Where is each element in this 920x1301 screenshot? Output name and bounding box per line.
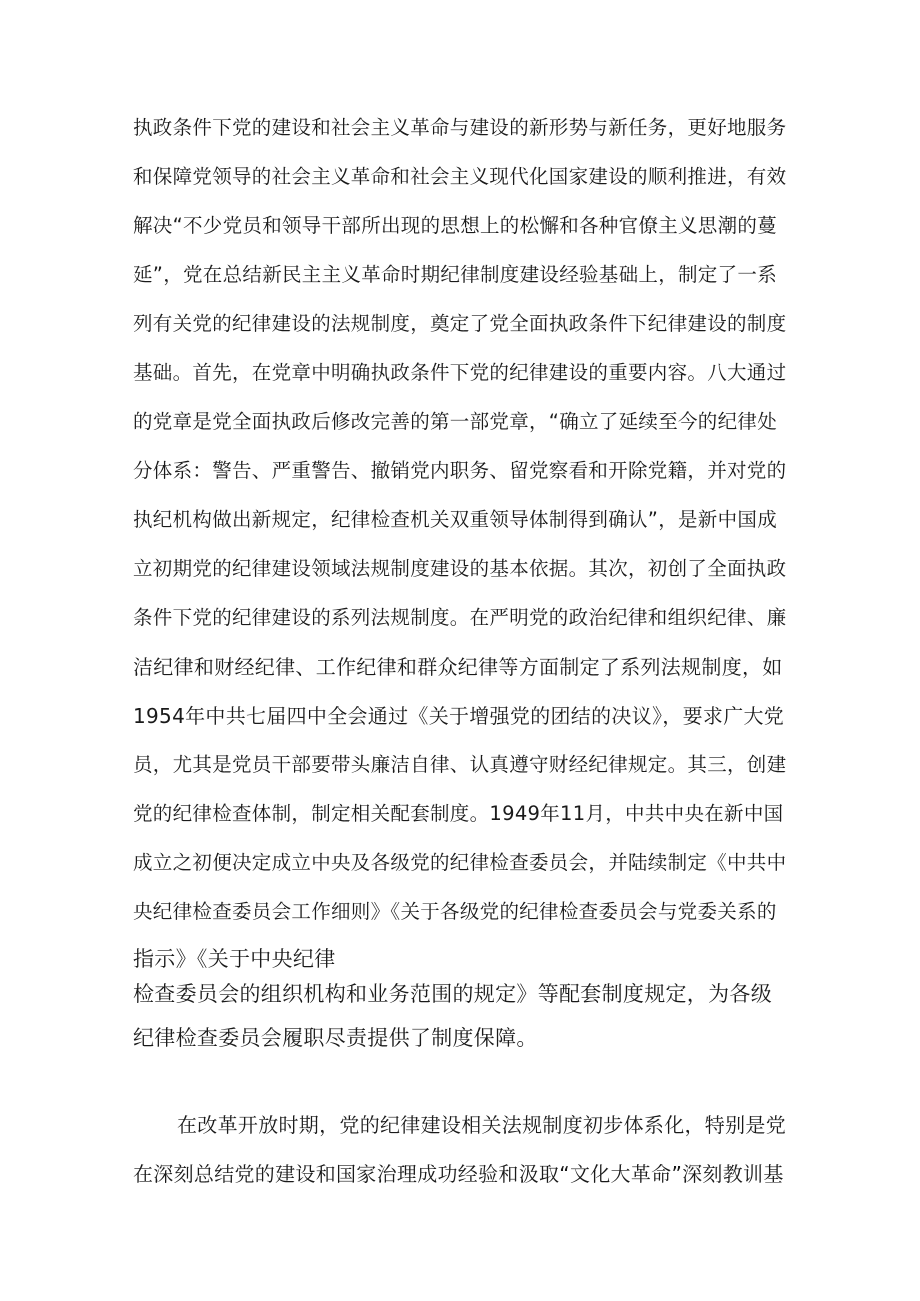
paragraph-1-line-14: 员，尤其是党员干部要带头廉洁自律、认真遵守财经纪律规定。其三，创建 [133, 753, 787, 776]
paragraph-2-line-1: 在改革开放时期，党的纪律建设相关法规制度初步体系化，特别是党 [177, 1113, 786, 1137]
paragraph-1-line-16: 成立之初便决定成立中央及各级党的纪律检查委员会，并陆续制定《中共中 [133, 851, 787, 874]
paragraph-1-line-8: 分体系：警告、严重警告、撤销党内职务、留党察看和开除党籍，并对党的 [133, 459, 787, 482]
paragraph-1-line-17: 央纪律检查委员会工作细则》《关于各级党的纪律检查委员会与党委关系的 [133, 900, 777, 923]
paragraph-1-line-10: 立初期党的纪律建设领域法规制度建设的基本依据。其次，初创了全面执政 [133, 557, 787, 580]
paragraph-1-line-15: 党的纪律检查体制，制定相关配套制度。1949年11月，中共中央在新中国 [133, 802, 784, 825]
paragraph-1-line-4: 延”，党在总结新民主主义革命时期纪律制度建设经验基础上，制定了一系 [133, 263, 778, 286]
paragraph-1-line-19: 检查委员会的组织机构和业务范围的规定》等配套制度规定，为各级 [133, 982, 772, 1006]
paragraph-1-line-11: 条件下党的纪律建设的系列法规制度。在严明党的政治纪律和组织纪律、廉 [133, 606, 787, 629]
paragraph-2-line-2: 在深刻总结党的建设和国家治理成功经验和汲取“文化大革命”深刻教训基 [133, 1162, 784, 1186]
paragraph-1-line-2: 和保障党领导的社会主义革命和社会主义现代化国家建设的顺利推进，有效 [133, 165, 787, 188]
paragraph-1-line-7: 的党章是党全面执政后修改完善的第一部党章，“确立了延续至今的纪律处 [133, 410, 778, 433]
paragraph-1-line-5: 列有关党的纪律建设的法规制度，奠定了党全面执政条件下纪律建设的制度 [133, 312, 787, 335]
paragraph-1-line-18: 指示》《关于中央纪律 [133, 947, 336, 971]
paragraph-1-line-13: 1954年中共七届四中全会通过《关于增强党的团结的决议》，要求广大党 [133, 704, 785, 728]
paragraph-1-line-20: 纪律检查委员会履职尽责提供了制度保障。 [133, 1026, 538, 1050]
paragraph-1-line-3: 解决“不少党员和领导干部所出现的思想上的松懈和各种官僚主义思潮的蔓 [133, 214, 778, 237]
paragraph-1-line-12: 洁纪律和财经纪律、工作纪律和群众纪律等方面制定了系列法规制度，如 [133, 655, 783, 679]
paragraph-1-line-1: 执政条件下党的建设和社会主义革命与建设的新形势与新任务，更好地服务 [133, 116, 787, 139]
paragraph-1-line-6: 基础。首先，在党章中明确执政条件下党的纪律建设的重要内容。八大通过 [133, 361, 787, 384]
paragraph-1-line-9: 执纪机构做出新规定，纪律检查机关双重领导体制得到确认”，是新中国成 [133, 508, 778, 531]
